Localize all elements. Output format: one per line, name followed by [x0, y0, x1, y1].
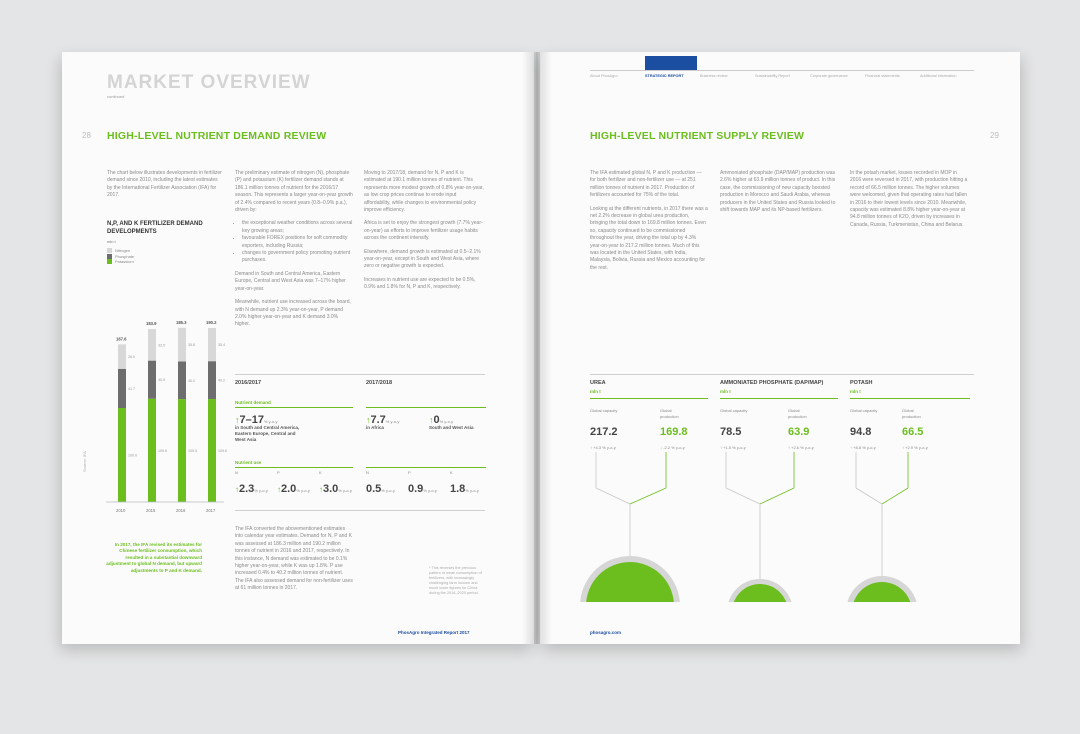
divider — [590, 374, 974, 375]
divider — [235, 510, 485, 511]
demand-stat-americas: ↑7–17% y-o-y — [235, 414, 278, 426]
prod-value: 169.8 — [660, 426, 688, 438]
list-item: • changes to government policy promoting nutrient purchases. — [242, 250, 353, 265]
x-tick-label: 2016 — [176, 508, 186, 513]
use-k-2016: ↑3.0% y-o-y — [319, 483, 352, 495]
prod-value: 66.5 — [902, 426, 924, 438]
section-subtitle: continued — [107, 94, 125, 99]
connector-line — [726, 488, 760, 504]
active-tab-marker — [645, 56, 697, 70]
up-arrow-icon: ↑ — [319, 485, 323, 494]
nav-item-additional[interactable]: Additional information — [920, 74, 957, 78]
nav-item-strategic-report[interactable]: STRATEGIC REPORT — [645, 74, 684, 78]
bar-segment-potassium — [208, 328, 216, 361]
nav-item-about[interactable]: About PhosAgro — [590, 74, 618, 78]
bar-segment-potassium — [148, 329, 156, 360]
hdr-n: N — [235, 470, 238, 475]
divider — [235, 407, 353, 408]
legend-item: Potassium — [107, 259, 134, 265]
col1-text — [590, 170, 708, 278]
page-heading: HIGH-LEVEL NUTRIENT DEMAND REVIEW — [107, 130, 327, 142]
paragraph: Elsewhere, demand growth is estimated at 0.5–2.1% year-on-year, except in South and West Asia, where zero or negative growth is expected. — [364, 248, 481, 270]
connector-line — [596, 488, 630, 504]
cap-value: 94.8 — [850, 426, 872, 438]
bar-segment-phosphate — [208, 361, 216, 399]
chart-title: N,P, AND K FERTILIZER DEMAND DEVELOPMENTS — [107, 221, 203, 235]
product-unit: mln t — [720, 389, 731, 394]
nutrient-demand-label: Nutrient demand — [235, 400, 271, 405]
demand-stat-region: South and West Asia — [429, 425, 474, 430]
bar-total-label: 183.9 — [146, 321, 157, 327]
legend-item: Nitrogen — [107, 248, 134, 254]
up-arrow-icon: ↑ — [788, 445, 790, 450]
up-arrow-icon: ↑ — [720, 445, 722, 450]
page-number: 28 — [82, 131, 91, 140]
product-urea — [590, 380, 606, 394]
paragraph: Increases in nutrient use are expected to be 0.5%, 0.9% and 1.8% for N, P and K, respectively. — [364, 276, 476, 291]
bar-segment-phosphate — [148, 361, 156, 399]
paragraph: The preliminary estimate of nitrogen (N), phosphate (P) and potassium (K) fertilizer demand stands at 186.1 million tonnes of nutrient for the 2016/17 season. This represents a larger year-on-year growth of 2.4% compared to recent years (0.8–0.9% p.a.), driven by: — [235, 170, 353, 214]
x-tick-label: 2015 — [146, 508, 156, 513]
segment-value-label: 109.6 — [218, 448, 227, 453]
product-potash — [850, 380, 873, 394]
product-name: UREA — [590, 380, 606, 386]
segment-value-label: 40.2 — [218, 378, 225, 383]
bar-segment-phosphate — [118, 369, 126, 408]
prod-change: ↑ +2.6 % y-o-y — [788, 445, 814, 450]
segment-value-label: 35.4 — [218, 343, 225, 348]
table-col-2017: 2017/2018 — [366, 380, 392, 386]
connector-line — [630, 488, 666, 504]
table-col-2016: 2016/2017 — [235, 380, 261, 386]
nav-rule — [590, 70, 974, 71]
prod-change: ↓ -2.2 % y-o-y — [660, 445, 685, 450]
list-item: • the exceptional weather conditions across several key growing areas; — [242, 220, 353, 235]
segment-value-label: 26.0 — [128, 355, 135, 360]
demand-stat-asia: ↑0% y-o-y — [429, 414, 454, 426]
bar-segment-nitrogen — [118, 408, 126, 502]
connector-line — [856, 488, 882, 504]
cap-label: Global capacity — [850, 408, 878, 413]
prod-label: Global production — [902, 408, 921, 419]
prod-value: 63.9 — [788, 426, 810, 438]
x-tick-label: 2010 — [116, 508, 126, 513]
bar-segment-potassium — [178, 328, 186, 362]
footer-report: PhosAgro Integrated Report 2017 — [398, 630, 470, 635]
paragraph: Ammoniated phosphate (DAP/MAP) production was 2.6% higher at 63.9 million tonnes of product. In this case, the commissioning of new capacity boosted production in Morocco and Saudi Arabia, whereas producers in the United States and Russia looked to shift towards MAP and its NP-based fertilizers. — [720, 170, 836, 214]
prod-label: Global production — [788, 408, 807, 419]
cap-change: ↑ +8.8 % y-o-y — [850, 445, 876, 450]
nav-item-governance[interactable]: Corporate governance — [810, 74, 848, 78]
segment-value-label: 40.5 — [158, 378, 165, 383]
segment-value-label: 109.5 — [188, 449, 197, 454]
divider — [720, 398, 838, 399]
col2-text — [720, 170, 838, 220]
use-p-2016: ↑2.0% y-o-y — [277, 483, 310, 495]
up-arrow-icon: ↑ — [235, 485, 239, 494]
segment-value-label: 40.0 — [188, 378, 195, 383]
spine-shadow — [522, 52, 552, 644]
section-title: MARKET OVERVIEW — [107, 72, 311, 93]
source-label: Source: IFA — [82, 451, 87, 472]
segment-value-label: 100.0 — [128, 453, 137, 458]
product-unit: mln t — [850, 389, 861, 394]
hdr-p: P — [277, 470, 280, 475]
paragraph: Looking at the different nutrients, in 2017 there was a net 2.2% decrease in global urea production, bringing the total down to 169.8 million tonnes. Even so, capacity continued to be commissioned throughout the year, driving the total up by 4.3% year-on-year to 217.2 million tonnes. Much of this was located in the United States, with India, Malaysia, Bolivia, Russia and Mexico accounting for the rest. — [590, 205, 708, 271]
divider — [366, 407, 486, 408]
up-arrow-icon: ↑ — [850, 445, 852, 450]
divider — [366, 467, 486, 468]
hdr-n: N — [366, 470, 369, 475]
driver-list — [235, 220, 353, 264]
lower-text: The IFA converted the abovementioned estimates into calendar year estimates. Demand for N, P and K was assessed at 186.3 million and 190.2 million tonnes of nutrient in 2016 and 2017, respectively. In this instance, N demand was estimated to be 0.1% higher year-on-year, while K was up 1.8%. P use increased 0.4% to 40.2 million tonnes of nutrient. The IFA also assessed demand for non-fertilizer uses at 61 million tonnes in 2017. — [235, 526, 353, 592]
nav-item-sustainability[interactable]: Sustainability Report — [755, 74, 790, 78]
up-arrow-icon: ↑ — [902, 445, 904, 450]
bar-segment-potassium — [118, 344, 126, 368]
product-name: POTASH — [850, 380, 873, 386]
paragraph: Moving to 2017/18, demand for N, P and K is estimated at 190.1 million tonnes of nutrient. This represents more modest growth of 0.8% year-on-year, as low crop prices continue to erode input affordability, while changes to environmental policy improve efficiency. — [364, 170, 484, 214]
x-tick-label: 2017 — [206, 508, 216, 513]
nav-item-business[interactable]: Business review — [700, 74, 728, 78]
nav-item-financial[interactable]: Financial statements — [865, 74, 900, 78]
right-page — [540, 52, 1020, 644]
hdr-k: K — [450, 470, 453, 475]
footer-url[interactable]: phosagro.com — [590, 630, 622, 635]
paragraph: In the potash market, losses recorded in MOP in 2016 were reversed in 2017, with production hitting a record of 66.5 million tonnes. The higher volumes were welcomed, given that operating rates had fallen in 2016 to their lowest levels since 2010. Meanwhile, capacity was estimated 8.8% higher year-on-year at 94.8 million tonnes of K2O, driven by increases in Canada, Russia, Turkmenistan, China and Belarus. — [850, 170, 968, 228]
page-number: 29 — [990, 131, 999, 140]
bar-segment-nitrogen — [178, 399, 186, 502]
bar-total-label: 190.2 — [206, 319, 217, 325]
demand-bar-chart — [102, 274, 227, 524]
divider — [590, 398, 708, 399]
capacity-circles — [580, 452, 990, 602]
demand-stat-africa: ↑7.7% y-o-y — [366, 414, 400, 426]
segment-value-label: 33.5 — [158, 343, 165, 348]
use-n-2017: 0.5% y-o-y — [366, 483, 395, 495]
prod-change: ↑ +2.9 % y-o-y — [902, 445, 928, 450]
product-name: AMMONIATED PHOSPHATE (DAP/MAP) — [720, 380, 824, 386]
hdr-k: K — [319, 470, 322, 475]
cap-change: ↑ +4.3 % y-o-y — [590, 445, 616, 450]
use-k-2017: 1.8% y-o-y — [450, 483, 479, 495]
cap-change: ↑ +1.5 % y-o-y — [720, 445, 746, 450]
product-dap-map — [720, 380, 823, 394]
legend-item: Phosphate — [107, 254, 134, 260]
paragraph: Demand in South and Central America, Eastern Europe, Central and West Asia was 7–17% higher year-on-year. — [235, 270, 346, 292]
divider — [850, 398, 970, 399]
left-page — [62, 52, 534, 644]
intro-text: The chart below illustrates developments in fertilizer demand since 2010, including the latest estimates by the International Fertilizer Association (IFA) for 2017. — [107, 170, 222, 199]
divider — [235, 467, 353, 468]
up-arrow-icon: ↑ — [366, 415, 371, 425]
connector-line — [760, 488, 794, 504]
paragraph: Meanwhile, nutrient use increased across the board, with N demand up 2.3% year-on-year, P demand 2.0% higher year-on-year and K demand 3.0% higher. — [235, 299, 351, 328]
bar-segment-nitrogen — [148, 399, 156, 502]
prod-label: Global production — [660, 408, 679, 419]
col2-text — [235, 170, 353, 335]
demand-stat-region: in South and Central America, Eastern Europe, Central and West Asia — [235, 425, 300, 442]
col3-text — [850, 170, 968, 235]
cap-value: 78.5 — [720, 426, 742, 438]
demand-stat-region: in Africa — [366, 425, 384, 430]
up-arrow-icon: ↑ — [277, 485, 281, 494]
up-arrow-icon: ↑ — [235, 415, 240, 425]
footnote: * This reverses the previous pattern of weak consumption of fertilizers, with increasingly challenging farm income and much lower figures for China during the 2016–2020 period. — [429, 566, 482, 595]
connector-line — [882, 488, 908, 504]
page-heading: HIGH-LEVEL NUTRIENT SUPPLY REVIEW — [590, 130, 805, 142]
chart-unit: mln t — [107, 239, 116, 244]
nutrient-use-label: Nutrient use — [235, 460, 262, 465]
segment-value-label: 41.7 — [128, 386, 135, 391]
cap-value: 217.2 — [590, 426, 618, 438]
divider — [235, 374, 485, 375]
col3-text — [364, 170, 484, 298]
paragraph: The IFA estimated global N, P and K production — for both fertilizer and non-fertilizer use — at 251 million tonnes of nutrient in 2017. Production of fertilizers accounted for 75% of the total. — [590, 170, 702, 199]
bar-total-label: 167.6 — [116, 336, 127, 342]
cap-label: Global capacity — [720, 408, 748, 413]
chart-legend — [107, 248, 134, 265]
down-arrow-icon: ↓ — [660, 445, 662, 450]
bar-total-label: 185.3 — [176, 319, 187, 325]
product-unit: mln t — [590, 389, 601, 394]
up-arrow-icon: ↑ — [590, 445, 592, 450]
paragraph: Africa is set to enjoy the strongest growth (7.7% year-on-year) as efforts to improve fertilizer usage habits across the continent intensify. — [364, 220, 483, 242]
use-n-2016: ↑2.3% y-o-y — [235, 483, 268, 495]
segment-value-label: 35.8 — [188, 343, 195, 348]
bar-segment-nitrogen — [208, 399, 216, 502]
cap-label: Global capacity — [590, 408, 618, 413]
list-item: • favourable FOREX positions for soft commodity exporters, including Russia; — [242, 235, 353, 250]
segment-value-label: 109.9 — [158, 448, 167, 453]
chart-note: In 2017, the IFA revised its estimates for Chinese fertilizer consumption, which resulted in a substantial downward adjustment to global N demand, but upward adjustments to P and K demand. — [106, 542, 202, 573]
bar-segment-phosphate — [178, 361, 186, 399]
use-p-2017: 0.9% y-o-y — [408, 483, 437, 495]
up-arrow-icon: ↑ — [429, 415, 434, 425]
hdr-p: P — [408, 470, 411, 475]
